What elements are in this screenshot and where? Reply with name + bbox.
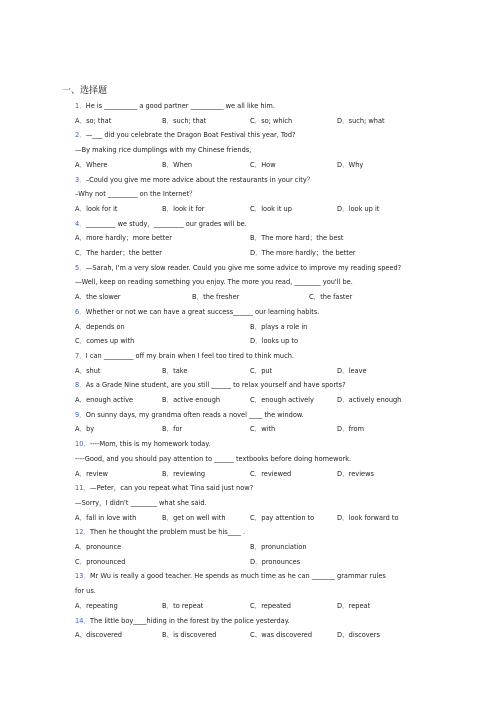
question-stem — [75, 381, 420, 390]
answer-option: C．repeated — [250, 601, 291, 610]
answer-option: B、is discovered — [162, 631, 217, 640]
answer-option: C．with — [250, 425, 276, 434]
answer-option: D．look up it — [337, 204, 380, 213]
question-dialogue-line — [75, 190, 420, 199]
question-stem — [75, 264, 420, 273]
question-text: —Sorry，I didn't ________ what she said. — [75, 498, 207, 507]
question-text: I can _________ off my brain when I feel too tired to think much. — [85, 351, 294, 360]
answer-option: A．so; that — [75, 116, 112, 125]
answer-option: C．so; which — [250, 116, 293, 125]
question-stem — [75, 617, 420, 626]
answer-option: B．active enough — [162, 396, 221, 404]
question-stem — [75, 411, 420, 420]
answer-option: A．shut — [75, 366, 101, 375]
answer-option: B．The more hard；the best — [250, 234, 344, 243]
answer-option: A．fall in love with — [75, 513, 137, 522]
question-stem — [75, 572, 420, 581]
answer-option: C．put — [250, 366, 273, 375]
question-number: 1． — [75, 102, 86, 110]
answer-option: C．The harder；the better — [75, 249, 163, 257]
question-number: 10． — [75, 440, 90, 449]
answer-option: A．by — [75, 425, 95, 434]
question-text: –Why not _________ on the Internet？ — [75, 190, 196, 199]
question-number: 9． — [75, 410, 86, 419]
answer-option: C．How — [250, 160, 276, 169]
question-number: 11． — [75, 484, 90, 493]
answer-option: B．reviewing — [162, 469, 206, 478]
question-number: 14． — [75, 616, 90, 625]
answer-option: B．for — [162, 425, 183, 434]
question-text: ----Good, and you should pay attention to ______ textbooks before doing homework. — [75, 454, 352, 463]
question-text: The little boy____hiding in the forest by the police yesterday. — [89, 616, 290, 625]
answer-option: B．get on well with — [162, 513, 226, 522]
question-text: –Could you give me more advice about the restaurants in your city？ — [85, 175, 314, 184]
question-stem — [75, 528, 420, 537]
question-text: —Peter，can you repeat what Tina said just now? — [89, 484, 254, 493]
answer-option: D．Why — [337, 160, 364, 169]
answer-option: C．pronounced — [75, 557, 126, 566]
answer-option: B．When — [162, 160, 193, 169]
question-text: —Well, keep on reading something you enjoy. The more you read, ________ you'll be. — [75, 278, 353, 287]
answer-option: A．Where — [75, 160, 108, 169]
answer-option: D．from — [337, 425, 365, 434]
question-dialogue-line — [75, 587, 420, 596]
question-text: —By making rice dumplings with my Chinese friends, — [75, 146, 252, 155]
answer-option: A．look for it — [75, 204, 118, 213]
question-text: _________ we study，_________ our grades will be. — [85, 219, 247, 228]
answer-option: D、discovers — [337, 631, 380, 640]
answer-option: C．the faster — [309, 293, 353, 302]
answer-option: A、discovered — [75, 631, 122, 640]
question-stem — [75, 176, 420, 185]
answer-option: A．depends on — [75, 322, 125, 331]
question-number: 4． — [75, 219, 86, 228]
question-number: 2． — [75, 131, 86, 140]
answer-option: D．leave — [337, 366, 367, 375]
question-stem — [75, 131, 420, 140]
answer-option: D．look forward to — [337, 513, 399, 522]
section-title: 一、选择题 — [62, 86, 108, 96]
question-text: Whether or not we can have a great success______ our learning habits. — [85, 307, 320, 316]
question-number: 5． — [75, 263, 86, 272]
answer-option: B．the fresher — [192, 293, 240, 302]
answer-option: C．comes up with — [75, 337, 135, 346]
question-dialogue-line — [75, 146, 420, 155]
question-text: Then he thought the problem must be his____ . — [89, 528, 246, 537]
question-stem — [75, 352, 420, 361]
question-stem — [75, 484, 420, 493]
question-text: Mr Wu is really a good teacher. He spends as much time as he can _______ grammar rules — [89, 572, 386, 581]
question-number: 3． — [75, 175, 86, 184]
answer-option: B．to repeat — [162, 601, 204, 610]
answer-option: B．look it for — [162, 204, 205, 213]
question-text: —___ did you celebrate the Dragon Boat Festival this year, Tod? — [85, 131, 296, 140]
answer-option: B．pronunciation — [250, 543, 307, 551]
answer-option: B．plays a role in — [250, 322, 308, 331]
question-stem — [75, 440, 420, 449]
question-text: He is __________ a good partner __________ we all like him. — [85, 102, 275, 110]
question-dialogue-line — [75, 455, 420, 464]
question-text: On sunny days, my grandma often reads a novel ____ the window. — [85, 410, 304, 419]
answer-option: D．such; what — [337, 116, 385, 125]
question-text: ----Mom, this is my homework today. — [89, 440, 211, 449]
question-dialogue-line — [75, 278, 420, 287]
answer-option: D．actively enough — [337, 396, 402, 404]
answer-option: D．repeat — [337, 601, 371, 610]
question-stem — [75, 220, 420, 229]
answer-option: B．take — [162, 366, 188, 375]
question-text: for us. — [75, 587, 96, 596]
answer-option: C．enough actively — [250, 396, 314, 404]
answer-option: C、was discovered — [250, 631, 313, 640]
answer-option: D．pronounces — [250, 557, 301, 566]
question-text: —Sarah, I'm a very slow reader. Could you give me some advice to improve my reading speed? — [85, 263, 402, 272]
answer-option: A．review — [75, 469, 108, 478]
answer-option: D．The more hardly；the better — [250, 249, 356, 257]
answer-option: A．pronounce — [75, 543, 122, 551]
question-dialogue-line — [75, 499, 420, 508]
answer-option: D．looks up to — [250, 337, 299, 346]
question-number: 13． — [75, 572, 90, 581]
answer-option: C．pay attention to — [250, 513, 315, 522]
question-stem — [75, 102, 420, 111]
answer-option: C．reviewed — [250, 469, 292, 478]
question-number: 12． — [75, 528, 90, 537]
question-number: 6． — [75, 307, 86, 316]
question-stem — [75, 308, 420, 317]
answer-option: C．look it up — [250, 204, 292, 213]
question-number: 8． — [75, 381, 86, 390]
question-number: 7． — [75, 351, 86, 360]
answer-option: A．enough active — [75, 396, 134, 404]
answer-option: D．reviews — [337, 469, 374, 478]
answer-option: A．repeating — [75, 601, 118, 610]
answer-option: A．more hardly；more better — [75, 234, 172, 243]
question-text: As a Grade Nine student, are you still ______ to relax yourself and have sports? — [85, 381, 346, 390]
answer-option: A．the slower — [75, 293, 121, 302]
answer-option: B．such; that — [162, 116, 207, 125]
